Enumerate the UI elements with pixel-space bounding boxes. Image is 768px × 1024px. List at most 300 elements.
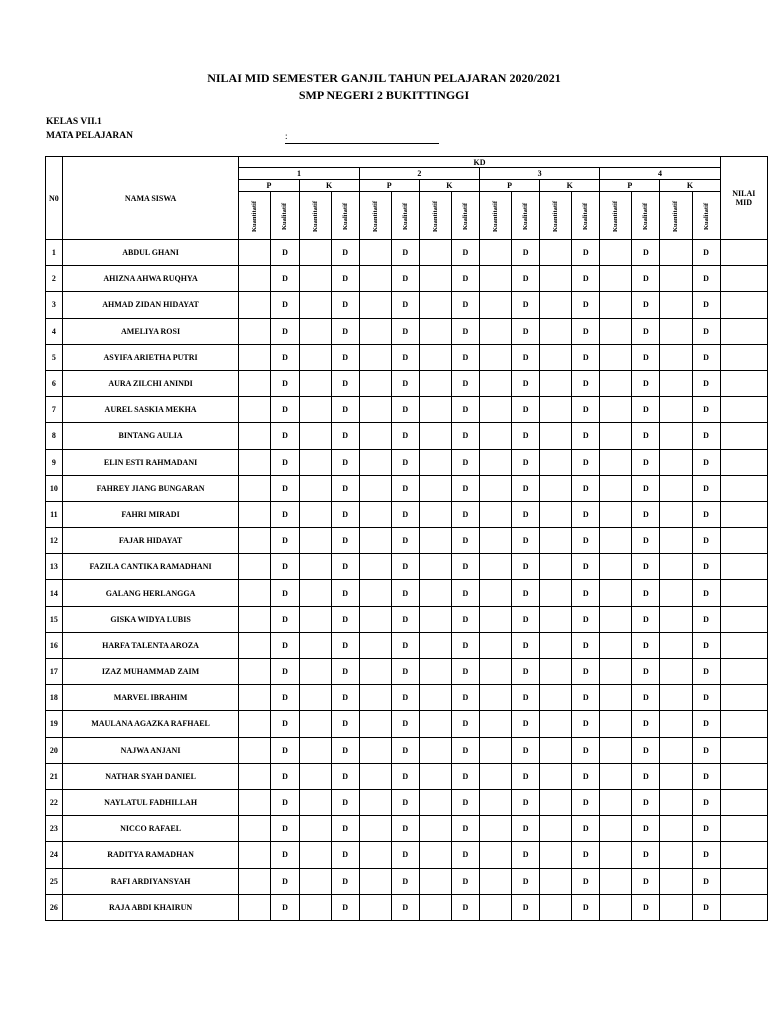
nilai-mid-cell[interactable] xyxy=(720,868,767,894)
score-cell[interactable] xyxy=(419,842,451,868)
score-cell[interactable] xyxy=(359,868,391,894)
score-cell[interactable] xyxy=(540,580,572,606)
grade-cell[interactable]: D xyxy=(572,580,600,606)
grade-cell[interactable]: D xyxy=(632,685,660,711)
score-cell[interactable] xyxy=(419,501,451,527)
score-cell[interactable] xyxy=(359,397,391,423)
nilai-mid-cell[interactable] xyxy=(720,737,767,763)
grade-cell[interactable]: D xyxy=(632,423,660,449)
grade-cell[interactable]: D xyxy=(391,423,419,449)
nilai-mid-cell[interactable] xyxy=(720,318,767,344)
score-cell[interactable] xyxy=(540,894,572,920)
score-cell[interactable] xyxy=(479,816,511,842)
score-cell[interactable] xyxy=(540,554,572,580)
score-cell[interactable] xyxy=(600,292,632,318)
grade-cell[interactable]: D xyxy=(271,318,299,344)
score-cell[interactable] xyxy=(299,370,331,396)
grade-cell[interactable]: D xyxy=(331,632,359,658)
score-cell[interactable] xyxy=(540,737,572,763)
score-cell[interactable] xyxy=(299,528,331,554)
nilai-mid-cell[interactable] xyxy=(720,266,767,292)
grade-cell[interactable]: D xyxy=(451,240,479,266)
score-cell[interactable] xyxy=(359,711,391,737)
score-cell[interactable] xyxy=(600,501,632,527)
grade-cell[interactable]: D xyxy=(632,580,660,606)
score-cell[interactable] xyxy=(600,632,632,658)
score-cell[interactable] xyxy=(419,449,451,475)
grade-cell[interactable]: D xyxy=(572,501,600,527)
grade-cell[interactable]: D xyxy=(692,868,720,894)
score-cell[interactable] xyxy=(239,606,271,632)
score-cell[interactable] xyxy=(419,737,451,763)
score-cell[interactable] xyxy=(419,475,451,501)
score-cell[interactable] xyxy=(479,423,511,449)
grade-cell[interactable]: D xyxy=(451,659,479,685)
score-cell[interactable] xyxy=(660,423,692,449)
nilai-mid-cell[interactable] xyxy=(720,816,767,842)
grade-cell[interactable]: D xyxy=(271,501,299,527)
grade-cell[interactable]: D xyxy=(572,318,600,344)
grade-cell[interactable]: D xyxy=(271,659,299,685)
nilai-mid-cell[interactable] xyxy=(720,606,767,632)
grade-cell[interactable]: D xyxy=(391,816,419,842)
grade-cell[interactable]: D xyxy=(572,711,600,737)
score-cell[interactable] xyxy=(359,370,391,396)
grade-cell[interactable]: D xyxy=(512,423,540,449)
grade-cell[interactable]: D xyxy=(271,292,299,318)
grade-cell[interactable]: D xyxy=(391,397,419,423)
score-cell[interactable] xyxy=(540,449,572,475)
grade-cell[interactable]: D xyxy=(451,449,479,475)
score-cell[interactable] xyxy=(239,554,271,580)
nilai-mid-cell[interactable] xyxy=(720,449,767,475)
grade-cell[interactable]: D xyxy=(512,501,540,527)
grade-cell[interactable]: D xyxy=(271,423,299,449)
score-cell[interactable] xyxy=(479,868,511,894)
score-cell[interactable] xyxy=(600,475,632,501)
score-cell[interactable] xyxy=(660,868,692,894)
score-cell[interactable] xyxy=(540,423,572,449)
score-cell[interactable] xyxy=(660,528,692,554)
score-cell[interactable] xyxy=(299,449,331,475)
grade-cell[interactable]: D xyxy=(632,318,660,344)
grade-cell[interactable]: D xyxy=(451,816,479,842)
score-cell[interactable] xyxy=(540,606,572,632)
grade-cell[interactable]: D xyxy=(572,370,600,396)
score-cell[interactable] xyxy=(600,868,632,894)
score-cell[interactable] xyxy=(660,711,692,737)
score-cell[interactable] xyxy=(600,344,632,370)
score-cell[interactable] xyxy=(359,580,391,606)
grade-cell[interactable]: D xyxy=(692,292,720,318)
score-cell[interactable] xyxy=(359,423,391,449)
grade-cell[interactable]: D xyxy=(692,711,720,737)
grade-cell[interactable]: D xyxy=(692,789,720,815)
score-cell[interactable] xyxy=(299,554,331,580)
grade-cell[interactable]: D xyxy=(391,554,419,580)
score-cell[interactable] xyxy=(479,501,511,527)
nilai-mid-cell[interactable] xyxy=(720,397,767,423)
score-cell[interactable] xyxy=(479,397,511,423)
grade-cell[interactable]: D xyxy=(271,763,299,789)
score-cell[interactable] xyxy=(239,894,271,920)
score-cell[interactable] xyxy=(600,842,632,868)
score-cell[interactable] xyxy=(600,737,632,763)
grade-cell[interactable]: D xyxy=(692,842,720,868)
score-cell[interactable] xyxy=(540,685,572,711)
grade-cell[interactable]: D xyxy=(391,475,419,501)
nilai-mid-cell[interactable] xyxy=(720,240,767,266)
score-cell[interactable] xyxy=(239,816,271,842)
score-cell[interactable] xyxy=(600,370,632,396)
nilai-mid-cell[interactable] xyxy=(720,763,767,789)
grade-cell[interactable]: D xyxy=(692,659,720,685)
grade-cell[interactable]: D xyxy=(331,292,359,318)
score-cell[interactable] xyxy=(239,868,271,894)
score-cell[interactable] xyxy=(419,318,451,344)
score-cell[interactable] xyxy=(600,711,632,737)
score-cell[interactable] xyxy=(299,685,331,711)
grade-cell[interactable]: D xyxy=(512,685,540,711)
grade-cell[interactable]: D xyxy=(331,685,359,711)
grade-cell[interactable]: D xyxy=(451,789,479,815)
score-cell[interactable] xyxy=(359,737,391,763)
grade-cell[interactable]: D xyxy=(512,737,540,763)
score-cell[interactable] xyxy=(359,816,391,842)
score-cell[interactable] xyxy=(479,842,511,868)
grade-cell[interactable]: D xyxy=(451,606,479,632)
grade-cell[interactable]: D xyxy=(572,449,600,475)
nilai-mid-cell[interactable] xyxy=(720,789,767,815)
grade-cell[interactable]: D xyxy=(271,240,299,266)
nilai-mid-cell[interactable] xyxy=(720,528,767,554)
grade-cell[interactable]: D xyxy=(572,789,600,815)
grade-cell[interactable]: D xyxy=(512,449,540,475)
nilai-mid-cell[interactable] xyxy=(720,344,767,370)
score-cell[interactable] xyxy=(419,580,451,606)
score-cell[interactable] xyxy=(299,711,331,737)
score-cell[interactable] xyxy=(540,711,572,737)
grade-cell[interactable]: D xyxy=(391,763,419,789)
grade-cell[interactable]: D xyxy=(451,318,479,344)
grade-cell[interactable]: D xyxy=(271,528,299,554)
grade-cell[interactable]: D xyxy=(572,397,600,423)
score-cell[interactable] xyxy=(660,763,692,789)
score-cell[interactable] xyxy=(660,501,692,527)
score-cell[interactable] xyxy=(660,737,692,763)
score-cell[interactable] xyxy=(600,606,632,632)
grade-cell[interactable]: D xyxy=(632,659,660,685)
score-cell[interactable] xyxy=(419,632,451,658)
grade-cell[interactable]: D xyxy=(512,816,540,842)
grade-cell[interactable]: D xyxy=(692,501,720,527)
score-cell[interactable] xyxy=(660,632,692,658)
score-cell[interactable] xyxy=(660,240,692,266)
score-cell[interactable] xyxy=(299,423,331,449)
score-cell[interactable] xyxy=(239,842,271,868)
score-cell[interactable] xyxy=(479,685,511,711)
grade-cell[interactable]: D xyxy=(512,240,540,266)
grade-cell[interactable]: D xyxy=(451,711,479,737)
score-cell[interactable] xyxy=(419,266,451,292)
score-cell[interactable] xyxy=(239,397,271,423)
score-cell[interactable] xyxy=(600,659,632,685)
score-cell[interactable] xyxy=(359,685,391,711)
score-cell[interactable] xyxy=(239,763,271,789)
score-cell[interactable] xyxy=(359,528,391,554)
score-cell[interactable] xyxy=(540,370,572,396)
score-cell[interactable] xyxy=(299,580,331,606)
grade-cell[interactable]: D xyxy=(271,580,299,606)
grade-cell[interactable]: D xyxy=(331,370,359,396)
grade-cell[interactable]: D xyxy=(512,528,540,554)
grade-cell[interactable]: D xyxy=(632,397,660,423)
score-cell[interactable] xyxy=(239,318,271,344)
score-cell[interactable] xyxy=(239,580,271,606)
grade-cell[interactable]: D xyxy=(632,737,660,763)
grade-cell[interactable]: D xyxy=(271,685,299,711)
score-cell[interactable] xyxy=(359,292,391,318)
grade-cell[interactable]: D xyxy=(271,737,299,763)
score-cell[interactable] xyxy=(600,423,632,449)
grade-cell[interactable]: D xyxy=(692,423,720,449)
grade-cell[interactable]: D xyxy=(451,501,479,527)
score-cell[interactable] xyxy=(540,789,572,815)
score-cell[interactable] xyxy=(540,632,572,658)
grade-cell[interactable]: D xyxy=(632,266,660,292)
grade-cell[interactable]: D xyxy=(271,711,299,737)
grade-cell[interactable]: D xyxy=(572,292,600,318)
score-cell[interactable] xyxy=(600,449,632,475)
score-cell[interactable] xyxy=(479,292,511,318)
grade-cell[interactable]: D xyxy=(331,240,359,266)
score-cell[interactable] xyxy=(600,789,632,815)
score-cell[interactable] xyxy=(600,240,632,266)
grade-cell[interactable]: D xyxy=(692,685,720,711)
grade-cell[interactable]: D xyxy=(512,632,540,658)
score-cell[interactable] xyxy=(359,606,391,632)
grade-cell[interactable]: D xyxy=(451,292,479,318)
grade-cell[interactable]: D xyxy=(572,763,600,789)
score-cell[interactable] xyxy=(479,344,511,370)
score-cell[interactable] xyxy=(660,266,692,292)
grade-cell[interactable]: D xyxy=(692,318,720,344)
grade-cell[interactable]: D xyxy=(391,789,419,815)
score-cell[interactable] xyxy=(600,554,632,580)
grade-cell[interactable]: D xyxy=(271,475,299,501)
score-cell[interactable] xyxy=(359,449,391,475)
grade-cell[interactable]: D xyxy=(572,685,600,711)
grade-cell[interactable]: D xyxy=(512,763,540,789)
score-cell[interactable] xyxy=(540,659,572,685)
grade-cell[interactable]: D xyxy=(632,528,660,554)
score-cell[interactable] xyxy=(479,528,511,554)
nilai-mid-cell[interactable] xyxy=(720,659,767,685)
grade-cell[interactable]: D xyxy=(451,580,479,606)
grade-cell[interactable]: D xyxy=(632,449,660,475)
grade-cell[interactable]: D xyxy=(331,344,359,370)
score-cell[interactable] xyxy=(540,528,572,554)
grade-cell[interactable]: D xyxy=(271,868,299,894)
score-cell[interactable] xyxy=(359,266,391,292)
score-cell[interactable] xyxy=(359,789,391,815)
score-cell[interactable] xyxy=(299,344,331,370)
grade-cell[interactable]: D xyxy=(391,659,419,685)
grade-cell[interactable]: D xyxy=(512,789,540,815)
score-cell[interactable] xyxy=(419,659,451,685)
grade-cell[interactable]: D xyxy=(512,475,540,501)
nilai-mid-cell[interactable] xyxy=(720,580,767,606)
grade-cell[interactable]: D xyxy=(692,397,720,423)
grade-cell[interactable]: D xyxy=(331,423,359,449)
score-cell[interactable] xyxy=(600,816,632,842)
grade-cell[interactable]: D xyxy=(632,789,660,815)
grade-cell[interactable]: D xyxy=(512,606,540,632)
grade-cell[interactable]: D xyxy=(391,606,419,632)
score-cell[interactable] xyxy=(239,292,271,318)
score-cell[interactable] xyxy=(299,318,331,344)
score-cell[interactable] xyxy=(660,894,692,920)
score-cell[interactable] xyxy=(660,475,692,501)
grade-cell[interactable]: D xyxy=(572,528,600,554)
score-cell[interactable] xyxy=(540,868,572,894)
score-cell[interactable] xyxy=(660,842,692,868)
score-cell[interactable] xyxy=(540,501,572,527)
score-cell[interactable] xyxy=(600,685,632,711)
score-cell[interactable] xyxy=(359,554,391,580)
score-cell[interactable] xyxy=(660,292,692,318)
score-cell[interactable] xyxy=(540,842,572,868)
score-cell[interactable] xyxy=(479,632,511,658)
nilai-mid-cell[interactable] xyxy=(720,554,767,580)
score-cell[interactable] xyxy=(299,501,331,527)
grade-cell[interactable]: D xyxy=(391,292,419,318)
grade-cell[interactable]: D xyxy=(692,449,720,475)
grade-cell[interactable]: D xyxy=(512,266,540,292)
score-cell[interactable] xyxy=(479,554,511,580)
score-cell[interactable] xyxy=(660,659,692,685)
score-cell[interactable] xyxy=(479,266,511,292)
score-cell[interactable] xyxy=(239,501,271,527)
score-cell[interactable] xyxy=(540,292,572,318)
score-cell[interactable] xyxy=(299,659,331,685)
score-cell[interactable] xyxy=(239,789,271,815)
grade-cell[interactable]: D xyxy=(512,397,540,423)
grade-cell[interactable]: D xyxy=(632,501,660,527)
grade-cell[interactable]: D xyxy=(692,528,720,554)
grade-cell[interactable]: D xyxy=(391,842,419,868)
grade-cell[interactable]: D xyxy=(451,763,479,789)
score-cell[interactable] xyxy=(540,816,572,842)
grade-cell[interactable]: D xyxy=(271,344,299,370)
score-cell[interactable] xyxy=(239,528,271,554)
grade-cell[interactable]: D xyxy=(692,266,720,292)
score-cell[interactable] xyxy=(479,318,511,344)
grade-cell[interactable]: D xyxy=(692,580,720,606)
score-cell[interactable] xyxy=(540,763,572,789)
score-cell[interactable] xyxy=(419,868,451,894)
score-cell[interactable] xyxy=(660,580,692,606)
grade-cell[interactable]: D xyxy=(271,370,299,396)
grade-cell[interactable]: D xyxy=(572,475,600,501)
score-cell[interactable] xyxy=(359,894,391,920)
grade-cell[interactable]: D xyxy=(632,894,660,920)
grade-cell[interactable]: D xyxy=(572,266,600,292)
grade-cell[interactable]: D xyxy=(391,632,419,658)
grade-cell[interactable]: D xyxy=(391,344,419,370)
score-cell[interactable] xyxy=(239,737,271,763)
score-cell[interactable] xyxy=(600,763,632,789)
grade-cell[interactable]: D xyxy=(512,842,540,868)
grade-cell[interactable]: D xyxy=(331,816,359,842)
score-cell[interactable] xyxy=(419,816,451,842)
score-cell[interactable] xyxy=(479,606,511,632)
grade-cell[interactable]: D xyxy=(331,763,359,789)
grade-cell[interactable]: D xyxy=(391,894,419,920)
grade-cell[interactable]: D xyxy=(451,370,479,396)
score-cell[interactable] xyxy=(540,318,572,344)
score-cell[interactable] xyxy=(299,292,331,318)
grade-cell[interactable]: D xyxy=(632,344,660,370)
score-cell[interactable] xyxy=(540,397,572,423)
grade-cell[interactable]: D xyxy=(331,449,359,475)
score-cell[interactable] xyxy=(419,711,451,737)
score-cell[interactable] xyxy=(299,737,331,763)
grade-cell[interactable]: D xyxy=(692,737,720,763)
nilai-mid-cell[interactable] xyxy=(720,423,767,449)
grade-cell[interactable]: D xyxy=(572,344,600,370)
score-cell[interactable] xyxy=(660,397,692,423)
score-cell[interactable] xyxy=(419,423,451,449)
grade-cell[interactable]: D xyxy=(512,344,540,370)
score-cell[interactable] xyxy=(479,370,511,396)
score-cell[interactable] xyxy=(660,370,692,396)
score-cell[interactable] xyxy=(419,789,451,815)
grade-cell[interactable]: D xyxy=(451,344,479,370)
grade-cell[interactable]: D xyxy=(512,292,540,318)
nilai-mid-cell[interactable] xyxy=(720,842,767,868)
score-cell[interactable] xyxy=(600,580,632,606)
score-cell[interactable] xyxy=(540,266,572,292)
grade-cell[interactable]: D xyxy=(331,737,359,763)
score-cell[interactable] xyxy=(359,475,391,501)
grade-cell[interactable]: D xyxy=(512,894,540,920)
score-cell[interactable] xyxy=(660,685,692,711)
grade-cell[interactable]: D xyxy=(692,240,720,266)
score-cell[interactable] xyxy=(239,344,271,370)
nilai-mid-cell[interactable] xyxy=(720,370,767,396)
score-cell[interactable] xyxy=(299,816,331,842)
score-cell[interactable] xyxy=(299,475,331,501)
grade-cell[interactable]: D xyxy=(692,606,720,632)
grade-cell[interactable]: D xyxy=(391,711,419,737)
score-cell[interactable] xyxy=(660,789,692,815)
grade-cell[interactable]: D xyxy=(331,580,359,606)
score-cell[interactable] xyxy=(479,894,511,920)
score-cell[interactable] xyxy=(600,266,632,292)
score-cell[interactable] xyxy=(540,240,572,266)
grade-cell[interactable]: D xyxy=(632,606,660,632)
grade-cell[interactable]: D xyxy=(331,606,359,632)
nilai-mid-cell[interactable] xyxy=(720,632,767,658)
grade-cell[interactable]: D xyxy=(271,816,299,842)
grade-cell[interactable]: D xyxy=(451,894,479,920)
score-cell[interactable] xyxy=(359,501,391,527)
grade-cell[interactable]: D xyxy=(692,554,720,580)
score-cell[interactable] xyxy=(299,868,331,894)
score-cell[interactable] xyxy=(600,894,632,920)
grade-cell[interactable]: D xyxy=(451,554,479,580)
